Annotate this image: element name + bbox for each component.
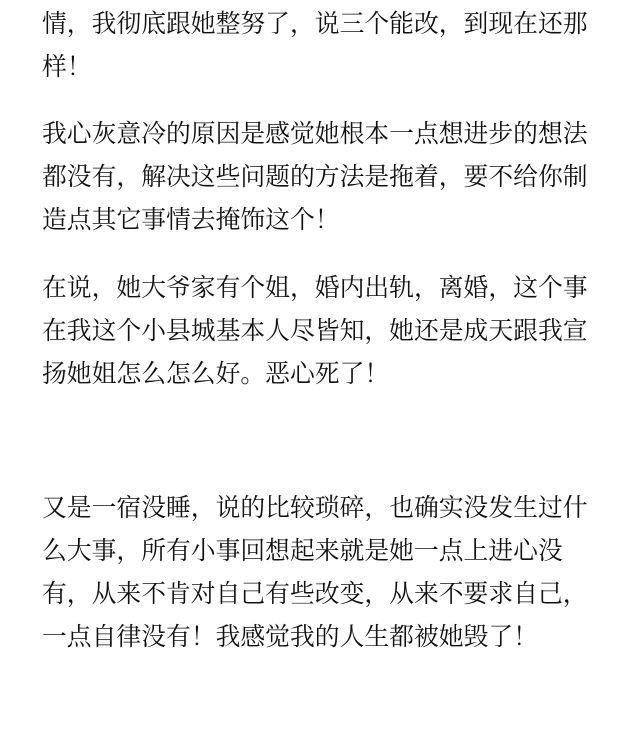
paragraph-4 xyxy=(42,486,602,658)
paragraph-3 xyxy=(42,266,602,395)
paragraph-line: 在我这个小县城基本人尽皆知，她还是成天跟我宣 xyxy=(42,316,588,345)
paragraph-line: 有，从来不肯对自己有些改变，从来不要求自己， xyxy=(42,579,588,608)
paragraph-line: 在说，她大爷家有个姐，婚内出轨，离婚，这个事 xyxy=(42,273,588,302)
paragraph-line: 造点其它事情去掩饰这个！ xyxy=(42,205,340,234)
paragraph-line: 一点自律没有！我感觉我的人生都被她毁了！ xyxy=(42,622,538,651)
paragraph-line: 我心灰意冷的原因是感觉她根本一点想进步的想法 xyxy=(42,119,588,148)
paragraph-2 xyxy=(42,112,602,241)
paragraph-1 xyxy=(42,2,602,88)
paragraph-line: 么大事，所有小事回想起来就是她一点上进心没 xyxy=(42,536,563,565)
paragraph-line: 都没有，解决这些问题的方法是拖着，要不给你制 xyxy=(42,162,588,191)
paragraph-line: 又是一宿没睡，说的比较琐碎，也确实没发生过什 xyxy=(42,493,588,522)
paragraph-line: 情，我彻底跟她整努了，说三个能改，到现在还那 xyxy=(42,9,588,38)
paragraph-line: 扬她姐怎么怎么好。恶心死了！ xyxy=(42,359,390,388)
paragraph-line: 样！ xyxy=(42,52,92,81)
